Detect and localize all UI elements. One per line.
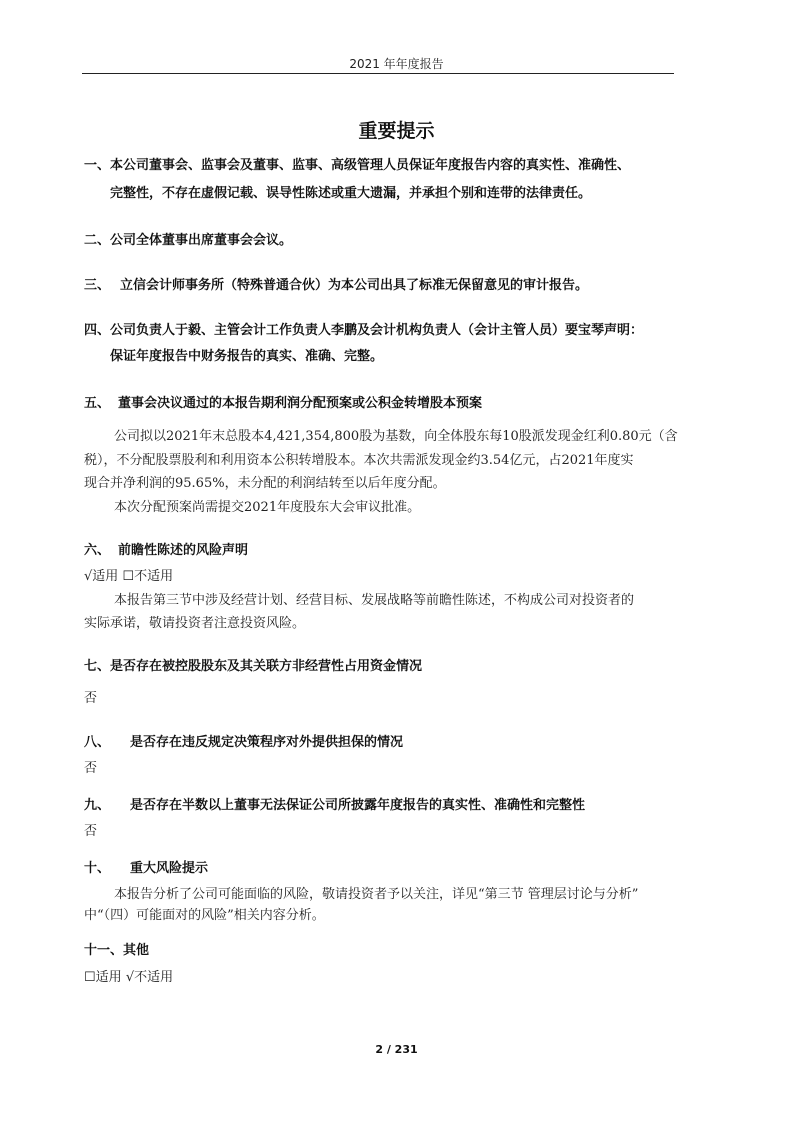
section-1-number: 一、 — [84, 158, 111, 173]
section-2-text: 公司全体董事出席董事会会议。 — [110, 233, 293, 248]
section-8-heading — [84, 733, 403, 753]
section-11-number: 十一、 — [84, 943, 124, 958]
page-number: 2 / 231 — [375, 1043, 418, 1056]
section-7-heading-text: 是否存在被控股股东及其关联方非经营性占用资金情况 — [110, 659, 423, 674]
section-4-text-line-1: 公司负责人于毅、主管会计工作负责人李鹏及会计机构负责人（会计主管人员）要宝琴声明： — [110, 323, 644, 338]
section-5-number: 五、 — [84, 396, 111, 411]
section-4-text-line-2: 保证年度报告中财务报告的真实、准确、完整。 — [110, 349, 384, 364]
section-1-text-line-1: 本公司董事会、监事会及董事、监事、高级管理人员保证年度报告内容的真实性、准确性、 — [110, 158, 631, 173]
section-11-heading — [84, 941, 149, 961]
section-6-paragraph-line-2: 实际承诺，敬请投资者注意投资风险。 — [84, 616, 306, 631]
section-7-answer: 否 — [84, 691, 98, 706]
page-header-title: 2021 年年度报告 — [349, 57, 444, 71]
section-6-heading — [84, 541, 248, 561]
section-4-line-1 — [84, 321, 643, 341]
section-6-applicability — [84, 567, 173, 587]
section-5-paragraph-line-3: 现合并净利润的95.65%，未分配的利润结转至以后年度分配。 — [84, 476, 446, 491]
section-9-answer: 否 — [84, 824, 98, 839]
not-applicable-label: 不适用 — [134, 970, 174, 985]
checkbox-empty-icon: ☐ — [84, 970, 96, 985]
section-6-paragraph-line-1: 本报告第三节中涉及经营计划、经营目标、发展战略等前瞻性陈述，不构成公司对投资者的 — [114, 593, 635, 608]
section-10-number: 十、 — [84, 861, 111, 876]
section-5-paragraph-line-1: 公司拟以2021年末总股本4,421,354,800股为基数，向全体股东每10股派发现金红利0.80元（含 — [114, 429, 678, 444]
section-10-paragraph-line-2: 中“（四）可能面对的风险”相关内容分析。 — [84, 908, 325, 923]
section-5-paragraph-2: 本次分配预案尚需提交2021年度股东大会审议批准。 — [114, 500, 421, 515]
section-1-line-1 — [84, 156, 630, 176]
section-5-heading-text: 董事会决议通过的本报告期利润分配预案或公积金转增股本预案 — [118, 396, 483, 411]
section-3-number: 三、 — [84, 278, 111, 293]
section-8-answer: 否 — [84, 761, 98, 776]
header-divider — [82, 73, 674, 74]
applicable-label: 适用 — [92, 569, 119, 584]
section-3-text: 立信会计师事务所（特殊普通合伙）为本公司出具了标准无保留意见的审计报告。 — [120, 278, 589, 293]
section-9-heading-text: 是否存在半数以上董事无法保证公司所披露年度报告的真实性、准确性和完整性 — [130, 798, 586, 813]
section-10-heading — [84, 859, 208, 879]
section-10-heading-text: 重大风险提示 — [130, 861, 209, 876]
section-1-text-line-2: 完整性，不存在虚假记载、误导性陈述或重大遗漏，并承担个别和连带的法律责任。 — [110, 186, 592, 201]
section-11-heading-text: 其他 — [123, 943, 150, 958]
section-5-paragraph-line-2: 税），不分配股票股利和利用资本公积转增股本。本次共需派发现金约3.54亿元，占2021年度实 — [84, 453, 634, 468]
section-4-number: 四、 — [84, 323, 111, 338]
document-title: 重要提示 — [358, 120, 435, 142]
section-11-applicability — [84, 968, 173, 988]
section-7-number: 七、 — [84, 659, 111, 674]
section-2 — [84, 231, 292, 251]
section-6-heading-text: 前瞻性陈述的风险声明 — [118, 543, 249, 558]
section-6-number: 六、 — [84, 543, 111, 558]
section-9-heading — [84, 796, 585, 816]
section-8-heading-text: 是否存在违反规定决策程序对外提供担保的情况 — [130, 735, 404, 750]
applicable-label: 适用 — [95, 970, 122, 985]
section-2-number: 二、 — [84, 233, 111, 248]
section-5-heading — [84, 394, 482, 414]
section-7-heading — [84, 657, 422, 677]
section-10-paragraph-line-1: 本报告分析了公司可能面临的风险，敬请投资者予以关注，详见“第三节 管理层讨论与分析” — [114, 887, 639, 902]
section-8-number: 八、 — [84, 735, 111, 750]
check-mark-icon: √ — [84, 569, 93, 584]
check-mark-icon: √ — [125, 970, 135, 985]
not-applicable-label: 不适用 — [134, 569, 174, 584]
section-9-number: 九、 — [84, 798, 111, 813]
checkbox-empty-icon: ☐ — [122, 569, 135, 584]
section-3 — [84, 276, 588, 296]
